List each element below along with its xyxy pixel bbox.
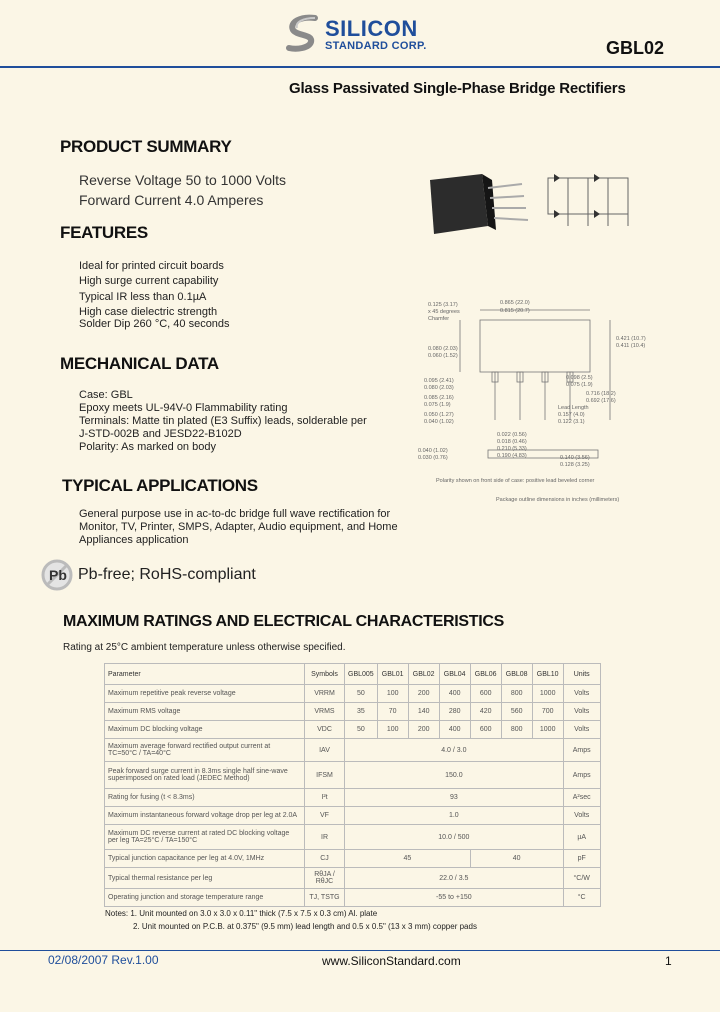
dim-label: 0.190 (4.83) [497,453,527,459]
unit-cell: °C/W [563,868,600,889]
unit-cell: pF [563,850,600,868]
mechanical-item: Epoxy meets UL-94V-0 Flammability rating [79,402,288,414]
dim-label: Lead Length [558,405,589,411]
unit-cell: µA [563,825,600,850]
param-cell: Maximum instantaneous forward voltage drop per leg at 2.0A [105,807,305,825]
param-cell: Maximum repetitive peak reverse voltage [105,685,305,703]
bridge-schematic-icon [538,170,638,230]
table-note: Notes: 1. Unit mounted on 3.0 x 3.0 x 0.11" thick (7.5 x 7.5 x 0.3 cm) Al. plate [105,909,378,918]
symbol-cell: VDC [305,721,345,739]
page-subtitle: Glass Passivated Single-Phase Bridge Rectifiers [289,80,626,97]
value-cell: 420 [470,703,501,721]
value-cell: 1.0 [345,807,564,825]
mechanical-item: Case: GBL [79,389,133,401]
value-cell: 800 [501,685,532,703]
applications-heading: TYPICAL APPLICATIONS [62,476,258,495]
dim-label: 0.040 (1.02) [418,448,448,454]
unit-cell: Volts [563,685,600,703]
unit-cell: Volts [563,807,600,825]
value-cell: 200 [408,685,439,703]
value-cell: 35 [345,703,378,721]
table-row [105,739,601,762]
mechanical-item: Terminals: Matte tin plated (E3 Suffix) leads, solderable per [79,415,367,427]
param-cell: Operating junction and storage temperature range [105,889,305,907]
mechanical-item: Polarity: As marked on body [79,441,216,453]
value-cell: 100 [377,685,408,703]
polarity-note: Polarity shown on front side of case: positive lead beveled corner [436,478,595,484]
unit-cell: Amps [563,762,600,789]
package-outline-drawing [420,300,660,475]
value-cell: 280 [439,703,470,721]
value-cell: 700 [532,703,563,721]
value-cell: 800 [501,721,532,739]
unit-cell: °C [563,889,600,907]
value-cell: 1000 [532,685,563,703]
column-header: GBL06 [470,664,501,685]
dim-label: 0.040 (1.02) [424,419,454,425]
symbol-cell: VRRM [305,685,345,703]
summary-line: Forward Current 4.0 Amperes [79,192,264,208]
value-cell: 40 [470,850,563,868]
column-header: GBL005 [345,664,378,685]
table-note: 2. Unit mounted on P.C.B. at 0.375" (9.5 mm) lead length and 0.5 x 0.5" (13 x 3 mm) copper pads [133,922,477,931]
column-header: GBL10 [532,664,563,685]
value-cell: 100 [377,721,408,739]
symbol-cell: IFSM [305,762,345,789]
dim-label: 0.716 (18.2) [586,391,616,397]
mechanical-item: J-STD-002B and JESD22-B102D [79,428,242,440]
unit-cell: A²sec [563,789,600,807]
footer-rule [0,950,720,951]
symbol-cell: I²t [305,789,345,807]
dim-label: 0.030 (0.76) [418,455,448,461]
column-header: Symbols [305,664,345,685]
value-cell: 70 [377,703,408,721]
table-row [105,807,601,825]
dim-label: 0.865 (22.0) [500,300,530,306]
value-cell: 600 [470,721,501,739]
unit-cell: Amps [563,739,600,762]
dim-label: 0.022 (0.56) [497,432,527,438]
package-photo [422,170,532,250]
logo-swoosh-icon [285,14,321,54]
company-subname: STANDARD CORP. [325,40,427,52]
feature-item: High case dielectric strength [79,306,218,318]
company-logo [285,14,445,56]
value-cell: 50 [345,685,378,703]
table-row [105,868,601,889]
symbol-cell: VRMS [305,703,345,721]
value-cell: 400 [439,721,470,739]
footer-date: 02/08/2007 Rev.1.00 [48,953,159,967]
dim-label: 0.210 (5.33) [497,446,527,452]
dim-label: 0.140 (3.56) [560,455,590,461]
param-cell: Peak forward surge current in 8.3ms single half sine-wave superimposed on rated load (JEDEC Method) [105,762,305,789]
unit-cell: Volts [563,721,600,739]
value-cell: 50 [345,721,378,739]
dim-label: 0.157 (4.0) [558,412,585,418]
pb-free-badge [40,558,74,592]
symbol-cell: VF [305,807,345,825]
dim-label: 0.692 (17.6) [586,398,616,404]
column-header: GBL08 [501,664,532,685]
ratings-heading: MAXIMUM RATINGS AND ELECTRICAL CHARACTERISTICS [63,613,505,630]
summary-line: Reverse Voltage 50 to 1000 Volts [79,172,287,188]
param-cell: Maximum RMS voltage [105,703,305,721]
symbol-cell: RθJA / RθJC [305,868,345,889]
dim-label: 0.815 (20.7) [500,308,530,314]
value-cell: 200 [408,721,439,739]
mechanical-heading: MECHANICAL DATA [60,354,219,373]
page-number: 1 [665,954,672,968]
param-cell: Typical thermal resistance per leg [105,868,305,889]
footer-url-link[interactable]: www.SiliconStandard.com [322,954,461,968]
dim-label: 0.411 (10.4) [616,343,646,349]
symbol-cell: IAV [305,739,345,762]
param-cell: Typical junction capacitance per leg at 4.0V, 1MHz [105,850,305,868]
value-cell: 45 [345,850,471,868]
dim-label: 0.080 (2.03) [428,346,458,352]
applications-line: Appliances application [79,534,189,546]
table-row [105,789,601,807]
value-cell: 1000 [532,721,563,739]
symbol-cell: IR [305,825,345,850]
table-row [105,889,601,907]
feature-item: Typical IR less than 0.1µA [79,291,207,303]
dim-label: 0.085 (2.16) [424,395,454,401]
value-cell: 600 [470,685,501,703]
value-cell: 22.0 / 3.5 [345,868,564,889]
column-header: GBL04 [439,664,470,685]
part-number: GBL02 [606,38,665,58]
applications-line: Monitor, TV, Printer, SMPS, Adapter, Audio equipment, and Home [79,521,398,533]
symbol-cell: CJ [305,850,345,868]
column-header: GBL02 [408,664,439,685]
dim-label: x 45 degrees [428,309,460,315]
param-cell: Maximum DC reverse current at rated DC blocking voltage per leg TA=25°C / TA=150°C [105,825,305,850]
symbol-cell: TJ, TSTG [305,889,345,907]
table-row [105,825,601,850]
value-cell: 560 [501,703,532,721]
table-row [105,703,601,721]
value-cell: 400 [439,685,470,703]
table-row [105,850,601,868]
applications-line: General purpose use in ac-to-dc bridge full wave rectification for [79,508,391,520]
param-cell: Maximum DC blocking voltage [105,721,305,739]
unit-cell: Volts [563,703,600,721]
dim-label: 0.080 (2.03) [424,385,454,391]
ratings-table [104,663,601,907]
dim-label: 0.125 (3.17) [428,302,458,308]
dim-label: 0.421 (10.7) [616,336,646,342]
feature-item: High surge current capability [79,275,219,287]
dim-label: 0.060 (1.52) [428,353,458,359]
value-cell: 140 [408,703,439,721]
header-rule [0,66,720,68]
dim-label: 0.095 (2.41) [424,378,454,384]
company-name: SILICON [325,16,418,41]
table-row [105,685,601,703]
param-cell: Rating for fusing (t < 8.3ms) [105,789,305,807]
dim-label: 0.018 (0.46) [497,439,527,445]
value-cell: 4.0 / 3.0 [345,739,564,762]
features-heading: FEATURES [60,223,148,242]
table-header-row [105,664,601,685]
value-cell: -55 to +150 [345,889,564,907]
pb-badge-text: Pb [49,567,67,583]
dim-label: Chamfer [428,316,450,322]
value-cell: 10.0 / 500 [345,825,564,850]
dim-label: 0.075 (1.9) [424,402,451,408]
product-summary-heading: PRODUCT SUMMARY [60,137,232,156]
rohs-text: Pb-free; RoHS-compliant [78,566,256,583]
dim-label: 0.122 (3.1) [558,419,585,425]
value-cell: 93 [345,789,564,807]
ratings-note: Rating at 25°C ambient temperature unless otherwise specified. [63,642,346,653]
column-header: Units [563,664,600,685]
dim-label: 0.098 (2.5) [566,375,593,381]
dim-label: 0.050 (1.27) [424,412,454,418]
dim-label: 0.128 (3.25) [560,462,590,468]
feature-item: Solder Dip 260 °C, 40 seconds [79,318,230,330]
column-header: Parameter [105,664,305,685]
feature-item: Ideal for printed circuit boards [79,260,224,272]
table-row [105,762,601,789]
dimensions-note: Package outline dimensions in inches (millimeters) [496,497,620,503]
value-cell: 150.0 [345,762,564,789]
param-cell: Maximum average forward rectified output current at TC=50°C / TA=40°C [105,739,305,762]
table-row [105,721,601,739]
dim-label: 0.075 (1.9) [566,382,593,388]
column-header: GBL01 [377,664,408,685]
